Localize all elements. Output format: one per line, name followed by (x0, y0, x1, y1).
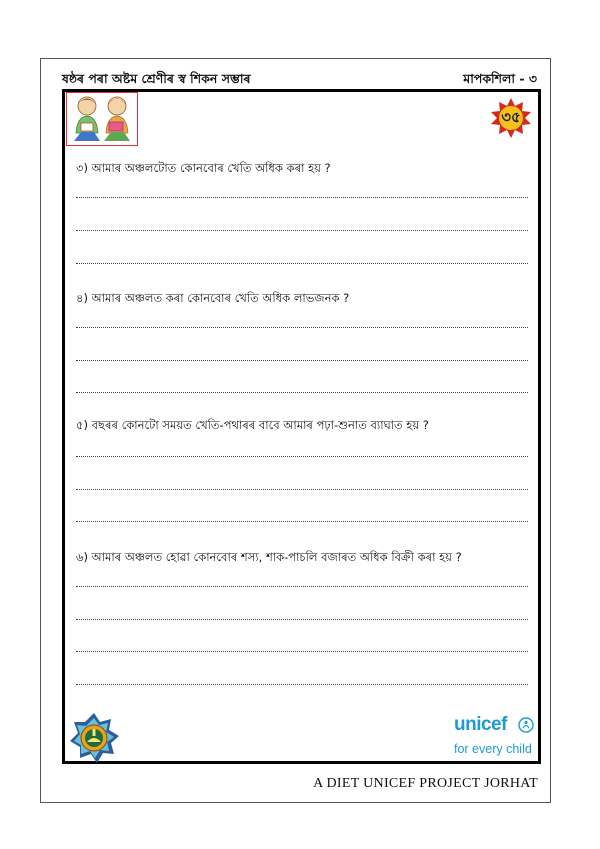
answer-line (76, 520, 528, 522)
answer-line (76, 650, 528, 652)
answer-line (76, 618, 528, 620)
children-illustration (66, 92, 138, 146)
sheet-number: ৩৫ (501, 107, 521, 126)
unicef-wordmark: unicef (454, 714, 507, 735)
answer-line (76, 488, 528, 490)
answer-line (76, 229, 528, 231)
worksheet-label: মাপকশিলা - ৩ (463, 71, 537, 86)
unicef-logo (454, 714, 534, 762)
question-3: ৩) আমাৰ অঞ্চলটোত কোনবোৰ খেতি অধিক কৰা হয় ? (76, 161, 331, 175)
unicef-tagline: for every child (454, 742, 532, 756)
children-reading-icon (67, 93, 136, 144)
answer-line (76, 391, 528, 393)
answer-line (76, 326, 528, 328)
question-5: ৫) বছৰৰ কোনটো সময়ত খেতি-পথাৰৰ বাবে আমাৰ পঢ়া-শুনাত ব্যাঘাত হয় ? (76, 418, 429, 432)
unicef-globe-icon (518, 717, 534, 733)
answer-line (76, 683, 528, 685)
answer-line (76, 262, 528, 264)
page-header-title: ষষ্ঠৰ পৰা অষ্টম শ্ৰেণীৰ স্ব শিকন সম্ভাৰ (62, 71, 251, 86)
answer-line (76, 455, 528, 457)
answer-line (76, 585, 528, 587)
footer-project-name: A DIET UNICEF PROJECT JORHAT (313, 776, 538, 791)
answer-line (76, 359, 528, 361)
question-4: ৪) আমাৰ অঞ্চলত কৰা কোনবোৰ খেতি অধিক লাভজনক ? (76, 291, 350, 305)
answer-line (76, 196, 528, 198)
question-6: ৬) আমাৰ অঞ্চলত হোৱা কোনবোৰ শস্য, শাক-পাচলি বজাৰত অধিক বিক্ৰী কৰা হয় ? (76, 550, 462, 564)
diet-emblem-icon (68, 712, 120, 764)
